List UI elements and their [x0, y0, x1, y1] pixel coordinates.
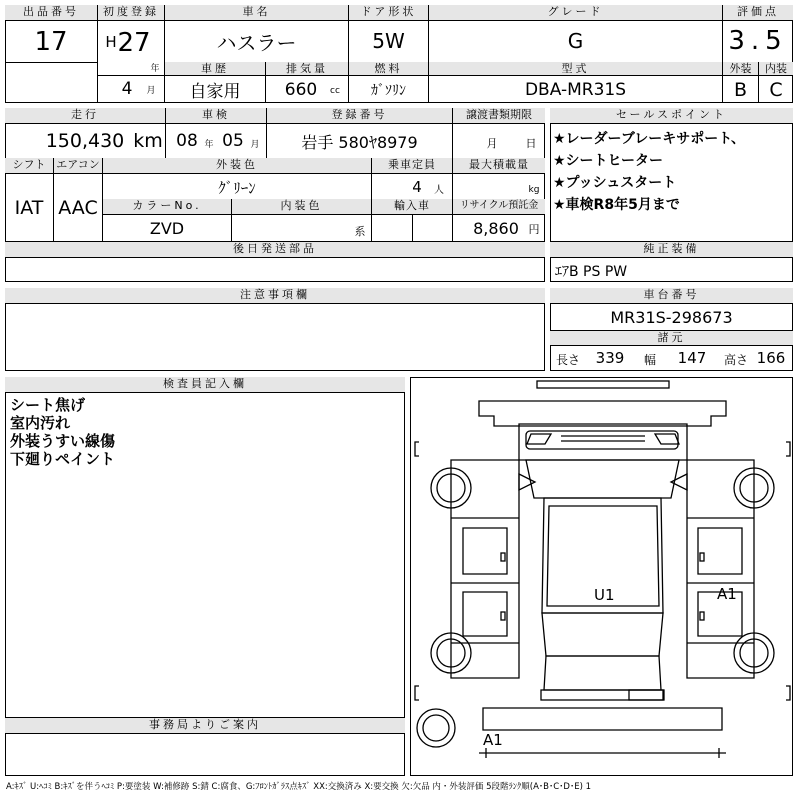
inspector-line: 外装うすい線傷	[10, 432, 116, 450]
max-load-label: 最大積載量	[453, 158, 545, 174]
first-reg-year: 27	[117, 28, 151, 58]
import-label: 輸入車	[372, 199, 452, 215]
transfer-day: 日	[525, 137, 537, 150]
fuel-label: 燃料	[349, 62, 428, 76]
overall-score: 3.5	[728, 26, 788, 56]
inspection-label: 車検	[166, 108, 266, 124]
notes-title: 注意事項欄	[5, 288, 545, 304]
sales-point-item: ★プッシュスタート	[553, 175, 677, 191]
inspector-notes	[10, 396, 115, 468]
capacity: 4	[412, 178, 422, 196]
height-label: 高さ	[723, 352, 748, 367]
lot-number: 17	[34, 27, 68, 57]
air-conditioner: AAC	[58, 197, 98, 219]
later-parts-title: 後日発送部品	[5, 242, 545, 258]
door-label: ドア形状	[349, 5, 428, 21]
exterior-color: ｸﾞﾘｰﾝ	[218, 178, 256, 197]
transfer-month: 月	[486, 137, 498, 150]
history-label: 車歴	[165, 62, 265, 76]
car-diagram	[410, 377, 793, 776]
chassis-number: MR31S-298673	[610, 307, 733, 327]
history: 自家用	[189, 82, 241, 102]
fuel: ｶﾞｿﾘﾝ	[371, 82, 406, 99]
height-value: 166	[756, 349, 786, 367]
era: H	[105, 33, 117, 51]
inspection-year-unit: 年	[204, 139, 214, 150]
grade-label: グレード	[429, 5, 722, 21]
recycle-label: リサイクル預託金	[453, 199, 545, 215]
inspector-line: シート焦げ	[10, 396, 86, 414]
interior-color-label: 内装色	[232, 199, 371, 215]
transfer-label: 譲渡書類期限	[453, 108, 545, 124]
color-no-label: カラーNo.	[103, 199, 231, 215]
model-label: 型式	[429, 62, 722, 76]
sales-point-item: ★レーダーブレーキサポート、	[553, 131, 746, 147]
car-outline-diagram	[411, 378, 793, 776]
genuine-equipment-text: ｴｱB PS PW	[555, 264, 628, 280]
exterior-color-label: 外装色	[103, 158, 371, 174]
sales-point-item: ★車検R8年5月まで	[553, 197, 680, 213]
interior-color-unit: 系	[354, 225, 366, 238]
displacement: 660	[284, 79, 318, 100]
chassis-title: 車台番号	[550, 288, 793, 304]
shift-label: シフト	[5, 158, 53, 174]
recycle-fee: 8,860	[473, 219, 519, 238]
mileage: 150,430	[45, 130, 125, 152]
ext-grade: B	[733, 78, 748, 101]
genuine-equipment-title: 純正装備	[550, 242, 793, 258]
first-reg-month: 4	[121, 79, 133, 99]
recycle-unit: 円	[528, 223, 540, 236]
inspection-year: 08	[176, 131, 198, 151]
inspection-month-unit: 月	[250, 139, 260, 150]
displacement-unit: cc	[330, 86, 340, 96]
ext-grade-label: 外装	[723, 62, 758, 76]
score-label: 評価点	[723, 5, 793, 21]
registration-number: 岩手 580ﾔ8979	[301, 132, 418, 152]
door-type: 5W	[372, 29, 405, 53]
color-number: ZVD	[149, 219, 185, 238]
sales-points-title: セールスポイント	[550, 108, 793, 124]
length-label: 長さ	[555, 352, 580, 367]
int-grade: C	[769, 78, 783, 101]
shift: IAT	[14, 197, 44, 219]
damage-mark-roof: U1	[594, 586, 615, 604]
inspection-month: 05	[222, 131, 244, 151]
grade: G	[567, 29, 584, 53]
width-label: 幅	[643, 352, 656, 367]
mileage-unit: km	[133, 130, 163, 152]
ac-label: エアコン	[54, 158, 102, 174]
damage-mark-right-side: A1	[717, 585, 737, 603]
month-unit: 月	[146, 85, 156, 96]
first-reg-label: 初度登録	[98, 5, 164, 21]
length-value: 339	[595, 349, 625, 367]
year-unit: 年	[150, 63, 160, 74]
sales-points-list	[553, 128, 791, 216]
sales-point-item: ★シートヒーター	[553, 153, 663, 169]
dimensions-title: 諸元	[550, 330, 793, 346]
inspector-line: 下廻りペイント	[10, 450, 116, 468]
width-value: 147	[677, 349, 707, 367]
reg-no-label: 登録番号	[267, 108, 452, 124]
office-title: 事務局よりご案内	[5, 718, 405, 734]
car-name: ハスラー	[216, 30, 297, 55]
damage-legend: A:ｷｽﾞ U:ﾍｺﾐ B:ｷｽﾞを伴うﾍｺﾐ P:要塗装 W:補修跡 S:錆 C:腐食、G:ﾌﾛﾝﾄｶﾞﾗｽ点ｷｽﾞ XX:交換済み X:要交換 欠:欠品 内・外装評価 5段階ﾗﾝｸ順(A･B･C･D･E) 1	[6, 782, 592, 792]
displacement-label: 排気量	[266, 62, 348, 76]
mileage-label: 走行	[5, 108, 165, 124]
max-load-unit: kg	[528, 185, 540, 195]
damage-mark-bottom: A1	[483, 731, 503, 749]
capacity-unit: 人	[434, 184, 444, 196]
lot-label: 出品番号	[5, 5, 97, 21]
car-name-label: 車名	[165, 5, 348, 21]
capacity-label: 乗車定員	[372, 158, 452, 174]
inspector-title: 検査員記入欄	[5, 377, 405, 393]
model-code: DBA-MR31S	[524, 79, 627, 100]
int-grade-label: 内装	[758, 62, 793, 76]
inspector-line: 室内汚れ	[10, 414, 71, 432]
